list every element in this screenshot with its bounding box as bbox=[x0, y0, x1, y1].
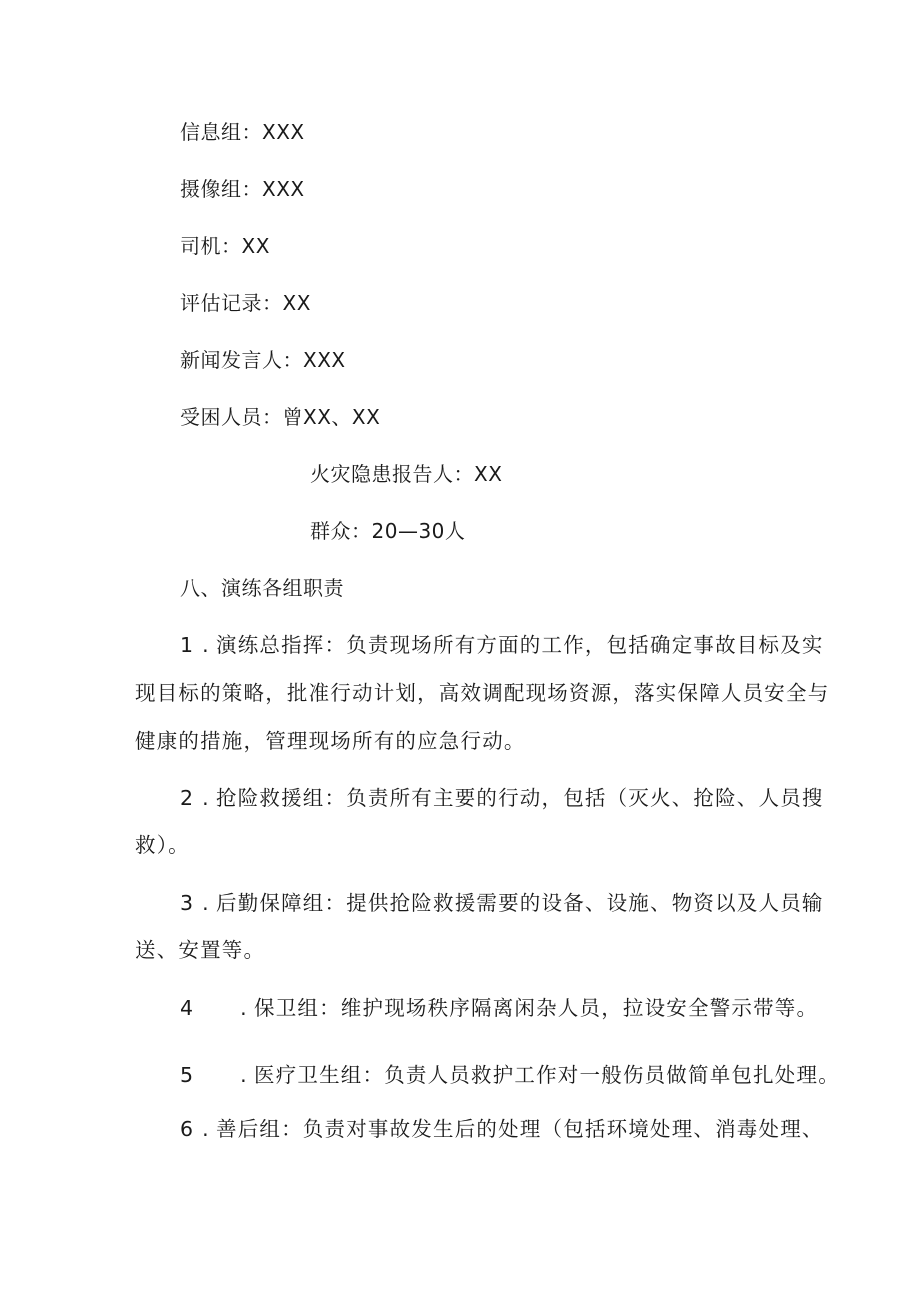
duty-3-line-2: 送、安置等。 bbox=[135, 938, 266, 962]
staff-public: 群众：20—30人 bbox=[310, 519, 466, 543]
duty-text: 抢险救援组：负责所有主要的行动，包括（灭火、抢险、人员搜 bbox=[216, 786, 824, 810]
duty-number: 3 bbox=[180, 891, 195, 915]
staff-info-group: 信息组：XXX bbox=[180, 120, 305, 144]
staff-evaluation-record: 评估记录：XX bbox=[180, 291, 311, 315]
duty-number: 5 bbox=[180, 1063, 195, 1087]
duty-6-line-1: 6 . 善后组：负责对事故发生后的处理（包括环境处理、消毒处理、 bbox=[180, 1117, 824, 1141]
duty-5-line-1: 5 . 医疗卫生组：负责人员救护工作对一般伤员做简单包扎处理。 bbox=[180, 1063, 840, 1087]
duty-text: 医疗卫生组：负责人员救护工作对一般伤员做简单包扎处理。 bbox=[254, 1063, 840, 1087]
duty-1-line-1: 1 . 演练总指挥：负责现场所有方面的工作，包括确定事故目标及实 bbox=[180, 633, 824, 657]
duty-number: 6 bbox=[180, 1117, 195, 1141]
staff-camera-group: 摄像组：XXX bbox=[180, 177, 305, 201]
duty-text: 善后组：负责对事故发生后的处理（包括环境处理、消毒处理、 bbox=[216, 1117, 824, 1141]
duty-1-line-3: 健康的措施，管理现场所有的应急行动。 bbox=[135, 729, 526, 753]
duty-2-line-2: 救）。 bbox=[135, 833, 190, 857]
duty-text: 保卫组：维护现场秩序隔离闲杂人员，拉设安全警示带等。 bbox=[254, 996, 819, 1020]
duty-3-line-1: 3 . 后勤保障组：提供抢险救援需要的设备、设施、物资以及人员输 bbox=[180, 891, 824, 915]
duty-4-line-1: 4 . 保卫组：维护现场秩序隔离闲杂人员，拉设安全警示带等。 bbox=[180, 996, 819, 1020]
duty-number: 1 bbox=[180, 633, 195, 657]
duty-1-line-2: 现目标的策略，批准行动计划，高效调配现场资源，落实保障人员安全与 bbox=[135, 681, 830, 705]
duty-2-line-1: 2 . 抢险救援组：负责所有主要的行动，包括（灭火、抢险、人员搜 bbox=[180, 786, 824, 810]
duty-number: 4 bbox=[180, 996, 195, 1020]
staff-trapped-persons: 受困人员：曾XX、XX bbox=[180, 405, 381, 429]
staff-fire-hazard-reporter: 火灾隐患报告人：XX bbox=[310, 462, 503, 486]
staff-spokesperson: 新闻发言人：XXX bbox=[180, 348, 346, 372]
duty-text: 后勤保障组：提供抢险救援需要的设备、设施、物资以及人员输 bbox=[216, 891, 824, 915]
staff-driver: 司机：XX bbox=[180, 234, 270, 258]
duty-text: 演练总指挥：负责现场所有方面的工作，包括确定事故目标及实 bbox=[216, 633, 824, 657]
duty-number: 2 bbox=[180, 786, 195, 810]
section-heading: 八、演练各组职责 bbox=[180, 576, 344, 600]
